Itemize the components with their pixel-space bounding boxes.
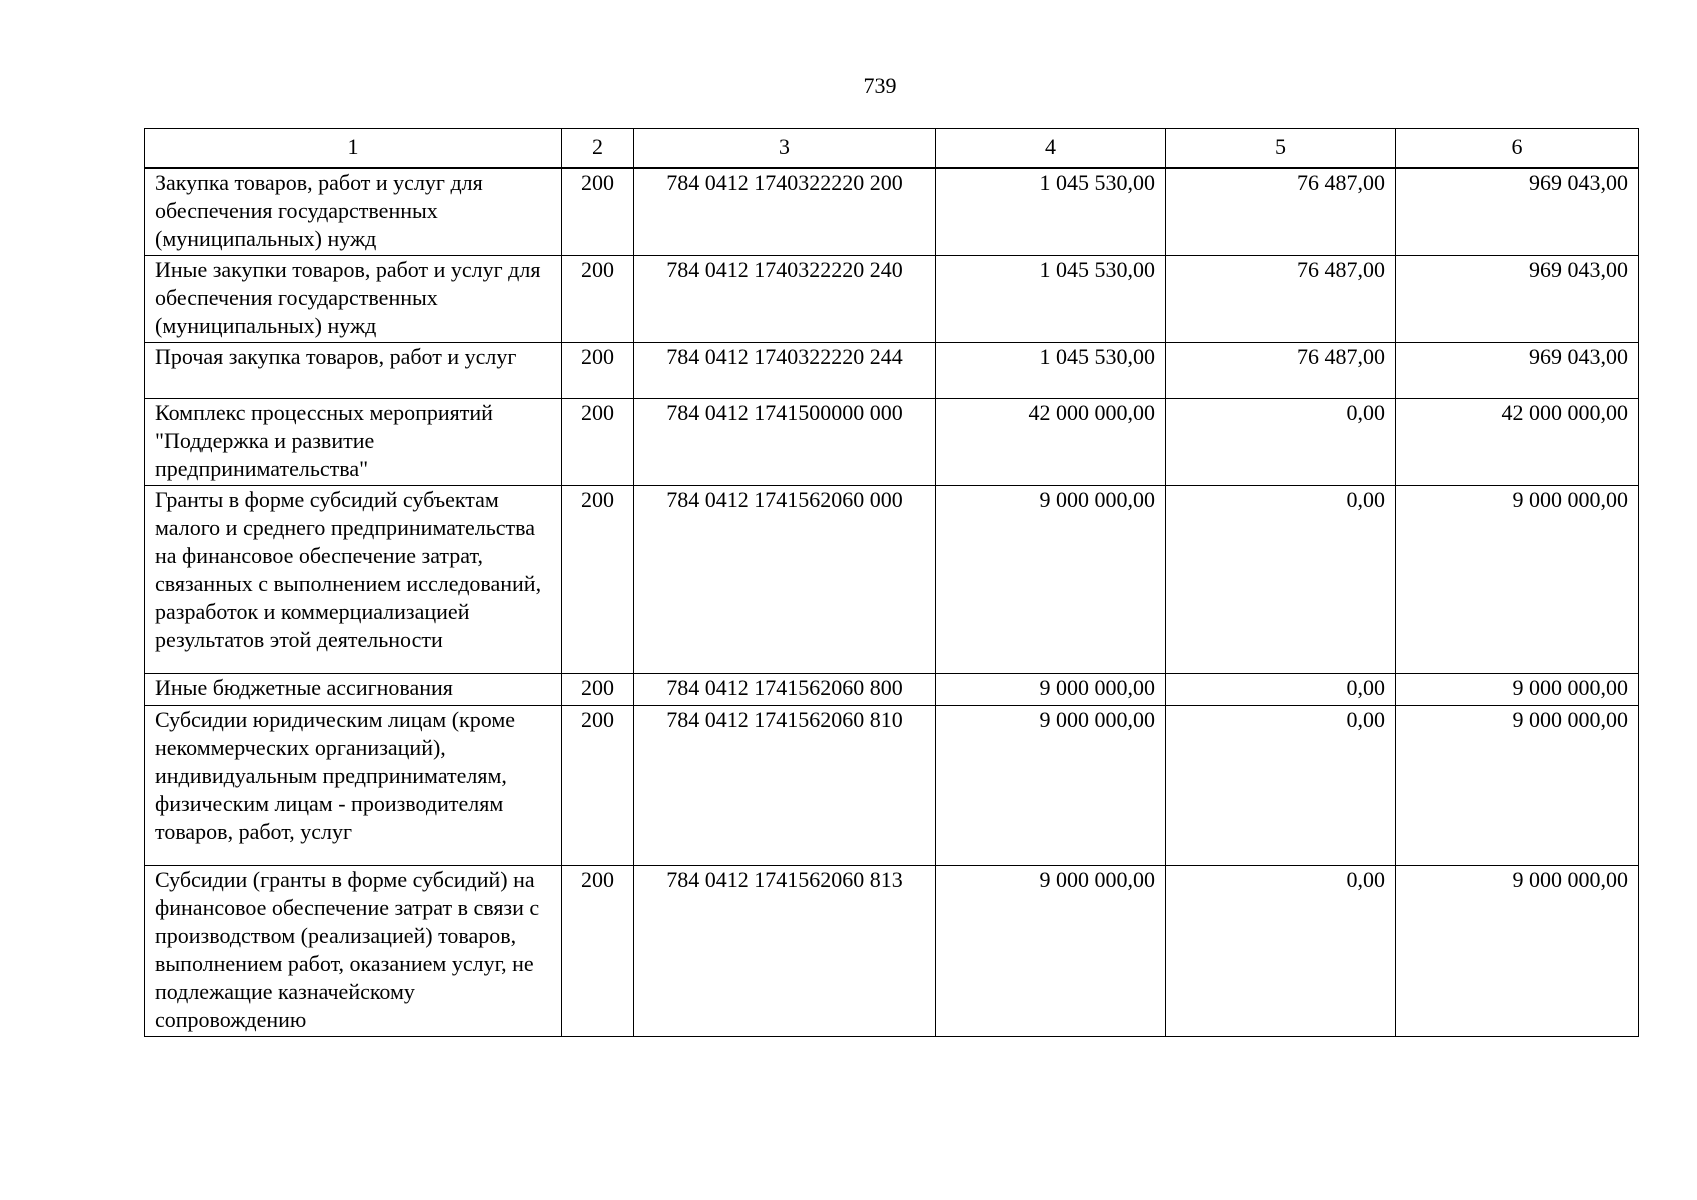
row-code-cell: 200 — [562, 486, 634, 674]
row-col4-cell: 9 000 000,00 — [936, 706, 1166, 866]
row-code-cell: 200 — [562, 256, 634, 343]
row-col6-cell: 969 043,00 — [1396, 343, 1639, 399]
row-code-cell: 200 — [562, 168, 634, 256]
table-row — [145, 674, 1639, 706]
row-col5-cell: 0,00 — [1166, 399, 1396, 486]
row-name-cell: Субсидии (гранты в форме субсидий) на финансовое обеспечение затрат в связи с производством (реализацией) товаров, выполнением работ, оказанием услуг, не подлежащие казначейскому сопровождению — [145, 866, 562, 1037]
row-classification-cell: 784 0412 1741562060 800 — [634, 674, 936, 706]
row-classification-cell: 784 0412 1740322220 240 — [634, 256, 936, 343]
row-classification-cell: 784 0412 1741562060 813 — [634, 866, 936, 1037]
row-col5-cell: 0,00 — [1166, 674, 1396, 706]
column-header-6: 6 — [1396, 129, 1639, 169]
budget-table — [144, 128, 1639, 1037]
table-row — [145, 256, 1639, 343]
row-code-cell: 200 — [562, 866, 634, 1037]
column-header-3: 3 — [634, 129, 936, 169]
row-code-cell: 200 — [562, 343, 634, 399]
row-col6-cell: 9 000 000,00 — [1396, 674, 1639, 706]
table-header-row — [145, 129, 1639, 169]
page-number: 739 — [863, 73, 897, 98]
row-name-cell: Прочая закупка товаров, работ и услуг — [145, 343, 562, 399]
row-col6-cell: 969 043,00 — [1396, 168, 1639, 256]
table-row — [145, 343, 1639, 399]
table-row — [145, 486, 1639, 674]
row-classification-cell: 784 0412 1741562060 000 — [634, 486, 936, 674]
row-col4-cell: 42 000 000,00 — [936, 399, 1166, 486]
row-code-cell: 200 — [562, 706, 634, 866]
row-classification-cell: 784 0412 1741500000 000 — [634, 399, 936, 486]
row-col4-cell: 1 045 530,00 — [936, 343, 1166, 399]
row-col4-cell: 9 000 000,00 — [936, 486, 1166, 674]
row-col6-cell: 9 000 000,00 — [1396, 866, 1639, 1037]
table-row — [145, 399, 1639, 486]
table-row — [145, 168, 1639, 256]
row-col5-cell: 76 487,00 — [1166, 256, 1396, 343]
column-header-5: 5 — [1166, 129, 1396, 169]
column-header-2: 2 — [562, 129, 634, 169]
table-body — [145, 168, 1639, 1037]
table-row — [145, 706, 1639, 866]
row-name-cell: Комплекс процессных мероприятий "Поддержка и развитие предпринимательства" — [145, 399, 562, 486]
row-col6-cell: 42 000 000,00 — [1396, 399, 1639, 486]
row-name-cell: Закупка товаров, работ и услуг для обеспечения государственных (муниципальных) нужд — [145, 168, 562, 256]
row-col5-cell: 0,00 — [1166, 866, 1396, 1037]
row-col4-cell: 1 045 530,00 — [936, 256, 1166, 343]
row-col5-cell: 76 487,00 — [1166, 168, 1396, 256]
row-name-cell: Субсидии юридическим лицам (кроме некоммерческих организаций), индивидуальным предпринимателям, физическим лицам - производителям товаров, работ, услуг — [145, 706, 562, 866]
table-header — [145, 129, 1639, 169]
row-col5-cell: 0,00 — [1166, 486, 1396, 674]
table-row — [145, 866, 1639, 1037]
column-header-4: 4 — [936, 129, 1166, 169]
row-col6-cell: 9 000 000,00 — [1396, 486, 1639, 674]
row-col5-cell: 76 487,00 — [1166, 343, 1396, 399]
row-col4-cell: 9 000 000,00 — [936, 866, 1166, 1037]
row-name-cell: Иные закупки товаров, работ и услуг для обеспечения государственных (муниципальных) нужд — [145, 256, 562, 343]
row-col5-cell: 0,00 — [1166, 706, 1396, 866]
row-code-cell: 200 — [562, 399, 634, 486]
row-col4-cell: 9 000 000,00 — [936, 674, 1166, 706]
column-header-1: 1 — [145, 129, 562, 169]
row-col4-cell: 1 045 530,00 — [936, 168, 1166, 256]
row-code-cell: 200 — [562, 674, 634, 706]
row-name-cell: Иные бюджетные ассигнования — [145, 674, 562, 706]
row-classification-cell: 784 0412 1740322220 244 — [634, 343, 936, 399]
row-col6-cell: 9 000 000,00 — [1396, 706, 1639, 866]
row-classification-cell: 784 0412 1740322220 200 — [634, 168, 936, 256]
row-col6-cell: 969 043,00 — [1396, 256, 1639, 343]
row-name-cell: Гранты в форме субсидий субъектам малого и среднего предпринимательства на финансовое обеспечение затрат, связанных с выполнением исследований, разработок и коммерциализацией результатов этой деятельности — [145, 486, 562, 674]
row-classification-cell: 784 0412 1741562060 810 — [634, 706, 936, 866]
